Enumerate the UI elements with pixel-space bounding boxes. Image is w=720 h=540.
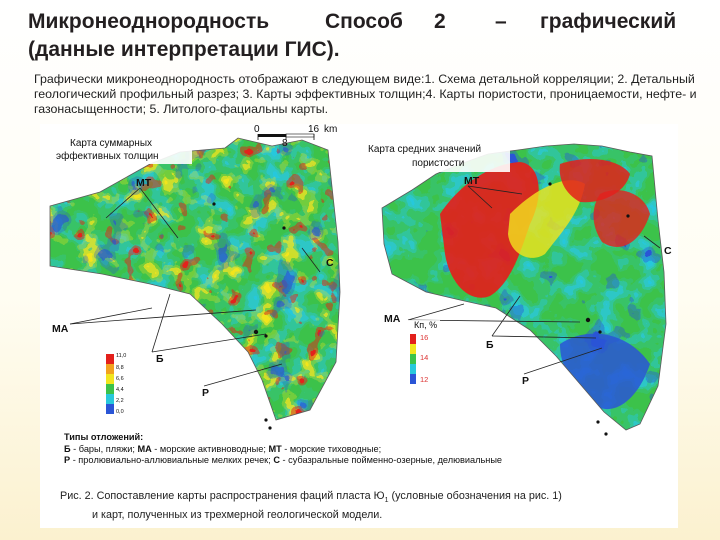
- right-label-c: С: [664, 245, 672, 257]
- scale-16: 16: [308, 124, 320, 135]
- types-heading: Типы отложений:: [64, 432, 144, 442]
- right-label-b: Б: [486, 339, 494, 351]
- right-colorbar: [410, 334, 416, 384]
- title-word-1: Микронеоднородность: [28, 10, 270, 33]
- left-map-title-1: Карта суммарных: [70, 138, 153, 149]
- type-mt-code: МТ: [268, 443, 282, 454]
- type-ma-desc: - морские активноводные;: [151, 443, 269, 454]
- figure-panel: [40, 124, 678, 528]
- right-cb-tick-0: 16: [420, 333, 429, 342]
- left-cb-tick-1: 8,8: [116, 365, 124, 371]
- right-label-ma: МА: [384, 313, 401, 325]
- right-cb-tick-2: 12: [420, 375, 429, 384]
- caption-line-1b: (условные обозначения на рис. 1): [388, 490, 562, 502]
- left-colorbar-ticks: [116, 353, 126, 415]
- left-cb-tick-4: 2,2: [116, 398, 124, 404]
- title-word-3: 2: [434, 10, 446, 33]
- type-c-code: С: [273, 455, 280, 465]
- caption-line-2: и карт, полученных из трехмерной геологической модели.: [92, 509, 383, 522]
- type-ma-code: МА: [137, 443, 152, 454]
- figure-caption: [60, 489, 670, 522]
- left-map: [40, 124, 350, 424]
- left-cb-tick-2: 6,6: [116, 376, 124, 382]
- deposit-types-legend: [64, 432, 664, 467]
- right-map-title-1: Карта средних значений: [368, 144, 482, 155]
- scale-8: 8: [282, 138, 288, 149]
- left-cb-tick-5: 0,0: [116, 409, 124, 415]
- scale-unit: km: [324, 124, 338, 135]
- type-c-desc: - субазральные пойменно-озерные, делювиальные: [279, 455, 503, 465]
- right-cb-title: Кп, %: [414, 320, 438, 330]
- right-label-p: Р: [522, 375, 530, 387]
- left-label-c: С: [326, 257, 334, 269]
- left-label-b: Б: [156, 353, 164, 365]
- types-row-2: [64, 455, 664, 467]
- type-b-code: Б: [64, 443, 71, 454]
- left-cb-tick-0: 11,0: [116, 353, 127, 359]
- left-label-p: Р: [202, 387, 210, 399]
- title-word-4: –: [495, 10, 507, 33]
- types-row-1: [64, 444, 664, 456]
- title-word-2: Способ: [325, 10, 403, 33]
- left-cb-tick-3: 4,4: [116, 387, 124, 393]
- title-word-5: графический: [540, 10, 677, 33]
- type-b-desc: - бары, пляжи;: [70, 443, 138, 454]
- right-cb-tick-1: 14: [420, 353, 429, 362]
- left-colorbar: [106, 354, 114, 414]
- scale-0: 0: [254, 124, 260, 135]
- caption-subscript: 1: [384, 497, 389, 505]
- left-label-mt: МТ: [136, 177, 152, 189]
- left-map-title-2: эффективных толщин: [56, 151, 159, 162]
- right-map-title-2: пористости: [412, 158, 465, 169]
- intro-text: Графически микронеоднородность отображают в следующем виде:1. Схема детальной корреляции; 2. Детальный геологический профильный разрез; 3. Карты эффективных толщин;4. Карты пористости, проницаемости, нефте- и газонасыщенности; 5. Литолого-фациальны карты.: [34, 72, 697, 116]
- title-line-2: (данные интерпретации ГИС).: [28, 38, 340, 61]
- left-label-ma: МА: [52, 323, 69, 335]
- type-p-code: Р: [64, 455, 71, 465]
- type-p-desc: - прoлювиально-аллювиальные мелких речек;: [70, 455, 274, 465]
- caption-line-1: Рис. 2. Сопоставление карты распространения фаций пласта Ю: [60, 490, 385, 502]
- figure-graphics: [40, 124, 678, 528]
- type-mt-desc: - морские тиховодные;: [281, 443, 382, 454]
- right-label-mt: МТ: [464, 175, 480, 187]
